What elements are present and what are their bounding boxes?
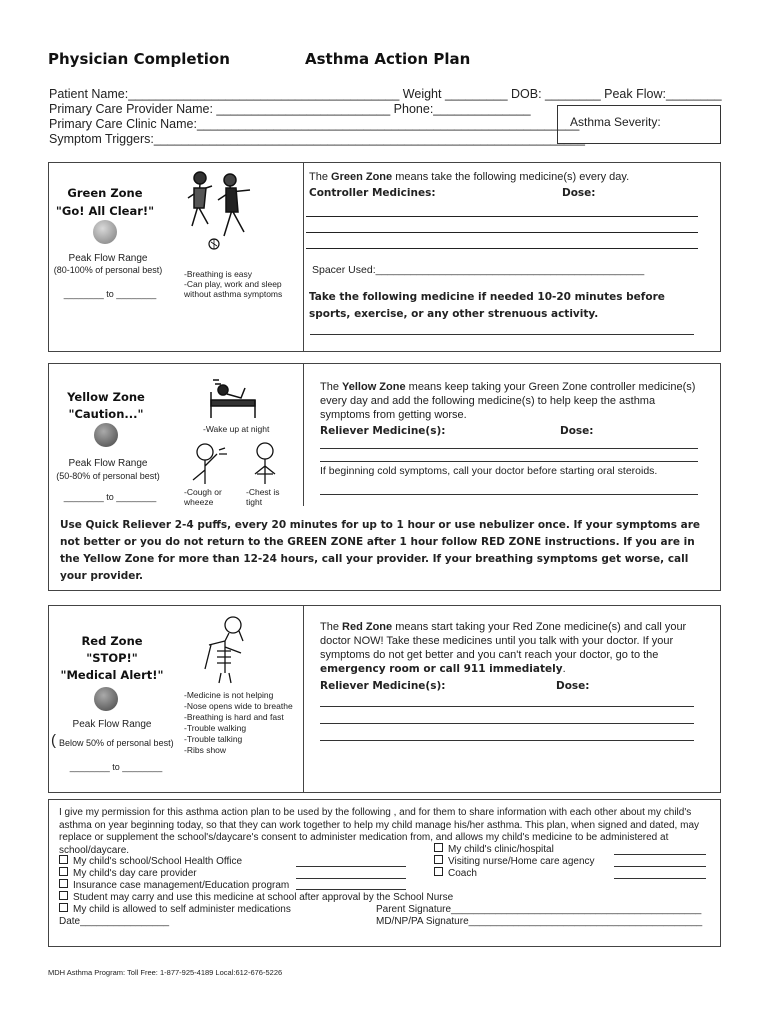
red-med-line-3[interactable] bbox=[320, 740, 694, 741]
checkbox-icon[interactable] bbox=[59, 903, 68, 912]
yellow-instructions: Use Quick Reliever 2-4 puffs, every 20 minutes for up to 1 hour or use nebulizer once. If your symptoms are not better or you do not return to the GREEN ZONE after 1 hour follow RED ZONE instructions. If you are in the Yellow Zone for more than 12-24 hours, call your provider. If your breathing symptoms get worse, call your provider. bbox=[60, 519, 701, 582]
checkbox-icon[interactable] bbox=[59, 891, 68, 900]
yellow-reliever-label: Reliever Medicine(s): bbox=[320, 425, 446, 437]
coughing-child-icon bbox=[187, 440, 235, 486]
yellow-symptom-cough: -Cough or wheeze bbox=[184, 487, 222, 507]
consent-nurse-option[interactable]: Visiting nurse/Home care agency bbox=[434, 855, 595, 869]
triggers-line[interactable]: Symptom Triggers:______________________________________________________________ bbox=[49, 132, 585, 146]
consent-daycare-option[interactable]: My child's day care provider bbox=[59, 867, 197, 881]
green-range-input[interactable]: ________ to ________ bbox=[63, 289, 157, 299]
yellow-med-line-3[interactable] bbox=[320, 494, 698, 495]
green-as-needed-line[interactable] bbox=[310, 334, 694, 335]
yellow-med-line-1[interactable] bbox=[320, 448, 698, 449]
yellow-zone-intro: The Yellow Zone means keep taking your Green Zone controller medicine(s) every day and add the following medicine(s) to help keep the asthma symptoms from getting worse. bbox=[320, 381, 696, 421]
night-waking-icon bbox=[205, 378, 261, 422]
red-symptom-4: -Trouble walking bbox=[184, 723, 247, 733]
red-zone-indicator-icon bbox=[94, 687, 118, 711]
consent-intro: I give my permission for this asthma action plan to be used by the following , and for them to share information with each other about my child's asthma on year beginning today, so that they can work together to help my child manage his/her asthma. This plan, when signed and dated, may replace or supplement the school's/daycare's consent to administer medication from, and allows my child's medicine to be administered at school/daycare. bbox=[59, 807, 700, 856]
yellow-cold-note: If beginning cold symptoms, call your doctor before starting oral steroids. bbox=[320, 465, 658, 477]
patient-name-line[interactable]: Patient Name:_______________________________________ Weight _________ DOB: ________ Peak Flow:________ bbox=[49, 87, 722, 101]
green-med-line-2[interactable] bbox=[306, 232, 698, 233]
red-zone-alert: "Medical Alert!" bbox=[60, 668, 164, 682]
red-range-pct: Below 50% of personal best) bbox=[59, 738, 174, 748]
consent-school-line[interactable] bbox=[296, 866, 406, 867]
chest-tight-child-icon bbox=[245, 440, 285, 486]
consent-date-field[interactable]: Date________________ bbox=[59, 916, 170, 927]
consent-self-admin-option[interactable]: My child is allowed to self administer medications bbox=[59, 903, 291, 917]
checkbox-icon[interactable] bbox=[59, 879, 68, 888]
green-symptom-3: without asthma symptoms bbox=[184, 289, 283, 299]
consent-insurance-option[interactable]: Insurance case management/Education program bbox=[59, 879, 289, 893]
green-range-pct: (80-100% of personal best) bbox=[53, 265, 163, 275]
consent-clinic-option[interactable]: My child's clinic/hospital bbox=[434, 843, 554, 857]
red-symptom-5: -Trouble talking bbox=[184, 734, 243, 744]
green-med-line-3[interactable] bbox=[306, 248, 698, 249]
red-zone-title: Red Zone bbox=[81, 634, 143, 648]
yellow-zone-title: Yellow Zone bbox=[67, 390, 145, 404]
green-zone-subtitle: "Go! All Clear!" bbox=[55, 204, 155, 218]
green-med-line-1[interactable] bbox=[306, 216, 698, 217]
green-zone-title: Green Zone bbox=[67, 186, 143, 200]
red-zone-intro: The Red Zone means start taking your Red Zone medicine(s) and call your doctor NOW! Take these medicines until you talk with your doctor. If your symptoms do not get better and you can't reach your doctor, go to the emergency room or call 911 immediately. bbox=[320, 621, 687, 675]
red-med-line-1[interactable] bbox=[320, 706, 694, 707]
yellow-med-line-2[interactable] bbox=[320, 461, 698, 462]
consent-clinic-line[interactable] bbox=[614, 854, 706, 855]
struggling-child-icon bbox=[195, 611, 255, 685]
physician-completion-title: Physician Completion bbox=[48, 50, 230, 68]
yellow-zone-indicator-icon bbox=[94, 423, 118, 447]
red-range-paren: ( bbox=[51, 732, 56, 749]
yellow-range-input[interactable]: ________ to ________ bbox=[63, 492, 157, 502]
red-symptom-1: -Medicine is not helping bbox=[184, 690, 274, 700]
parent-signature-field[interactable]: Parent Signature_____________________________________________ bbox=[376, 904, 702, 915]
checkbox-icon[interactable] bbox=[59, 867, 68, 876]
green-symptom-1: -Breathing is easy bbox=[184, 269, 253, 279]
green-zone-intro: The Green Zone means take the following medicine(s) every day. bbox=[309, 171, 630, 183]
yellow-range-label: Peak Flow Range bbox=[68, 458, 148, 469]
consent-nurse-line[interactable] bbox=[614, 866, 706, 867]
green-dose-label: Dose: bbox=[562, 187, 596, 199]
clinic-line[interactable]: Primary Care Clinic Name:_______________________________________________________ bbox=[49, 117, 580, 131]
yellow-dose-label: Dose: bbox=[560, 425, 594, 437]
yellow-symptom-chest: -Chest is tight bbox=[246, 487, 280, 507]
green-controller-label: Controller Medicines: bbox=[309, 187, 436, 199]
red-zone-subtitle: "STOP!" bbox=[86, 651, 138, 665]
md-signature-field[interactable]: MD/NP/PA Signature__________________________________________ bbox=[376, 916, 703, 927]
provider-line[interactable]: Primary Care Provider Name: _________________________ Phone:______________ bbox=[49, 102, 531, 116]
yellow-zone-subtitle: "Caution..." bbox=[68, 407, 144, 421]
consent-carry-option[interactable]: Student may carry and use this medicine at school after approval by the School Nurse bbox=[59, 891, 453, 905]
red-med-line-2[interactable] bbox=[320, 723, 694, 724]
consent-insurance-line[interactable] bbox=[296, 889, 406, 890]
footer-contact: MDH Asthma Program: Toll Free: 1-877-925-4189 Local:612-676-5226 bbox=[48, 968, 283, 977]
checkbox-icon[interactable] bbox=[59, 855, 68, 864]
consent-school-option[interactable]: My child's school/School Health Office bbox=[59, 855, 242, 869]
green-range-label: Peak Flow Range bbox=[68, 253, 148, 264]
green-symptom-2: -Can play, work and sleep bbox=[184, 279, 282, 289]
red-dose-label: Dose: bbox=[556, 680, 590, 692]
page-title: Asthma Action Plan bbox=[305, 50, 471, 68]
consent-daycare-line[interactable] bbox=[296, 878, 406, 879]
yellow-symptom-wake: -Wake up at night bbox=[203, 424, 270, 434]
checkbox-icon[interactable] bbox=[434, 855, 443, 864]
consent-coach-line[interactable] bbox=[614, 878, 706, 879]
red-symptom-6: -Ribs show bbox=[184, 745, 227, 755]
yellow-zone-divider bbox=[303, 363, 304, 506]
asthma-severity-label: Asthma Severity: bbox=[570, 115, 661, 129]
red-range-input[interactable]: ________ to ________ bbox=[69, 762, 163, 772]
asthma-severity-box[interactable] bbox=[557, 105, 721, 144]
green-spacer-line[interactable]: Spacer Used:______________________________________________ bbox=[312, 264, 645, 276]
yellow-range-pct: (50-80% of personal best) bbox=[56, 471, 160, 481]
green-zone-indicator-icon bbox=[93, 220, 117, 244]
checkbox-icon[interactable] bbox=[434, 867, 443, 876]
red-reliever-label: Reliever Medicine(s): bbox=[320, 680, 446, 692]
checkbox-icon[interactable] bbox=[434, 843, 443, 852]
red-symptom-2: -Nose opens wide to breathe bbox=[184, 701, 293, 711]
consent-coach-option[interactable]: Coach bbox=[434, 867, 477, 881]
green-as-needed-text: Take the following medicine if needed 10-20 minutes before sports, exercise, or any other strenuous activity. bbox=[309, 291, 665, 320]
soccer-players-icon bbox=[180, 166, 260, 252]
red-symptom-3: -Breathing is hard and fast bbox=[184, 712, 284, 722]
red-range-label: Peak Flow Range bbox=[72, 719, 152, 730]
